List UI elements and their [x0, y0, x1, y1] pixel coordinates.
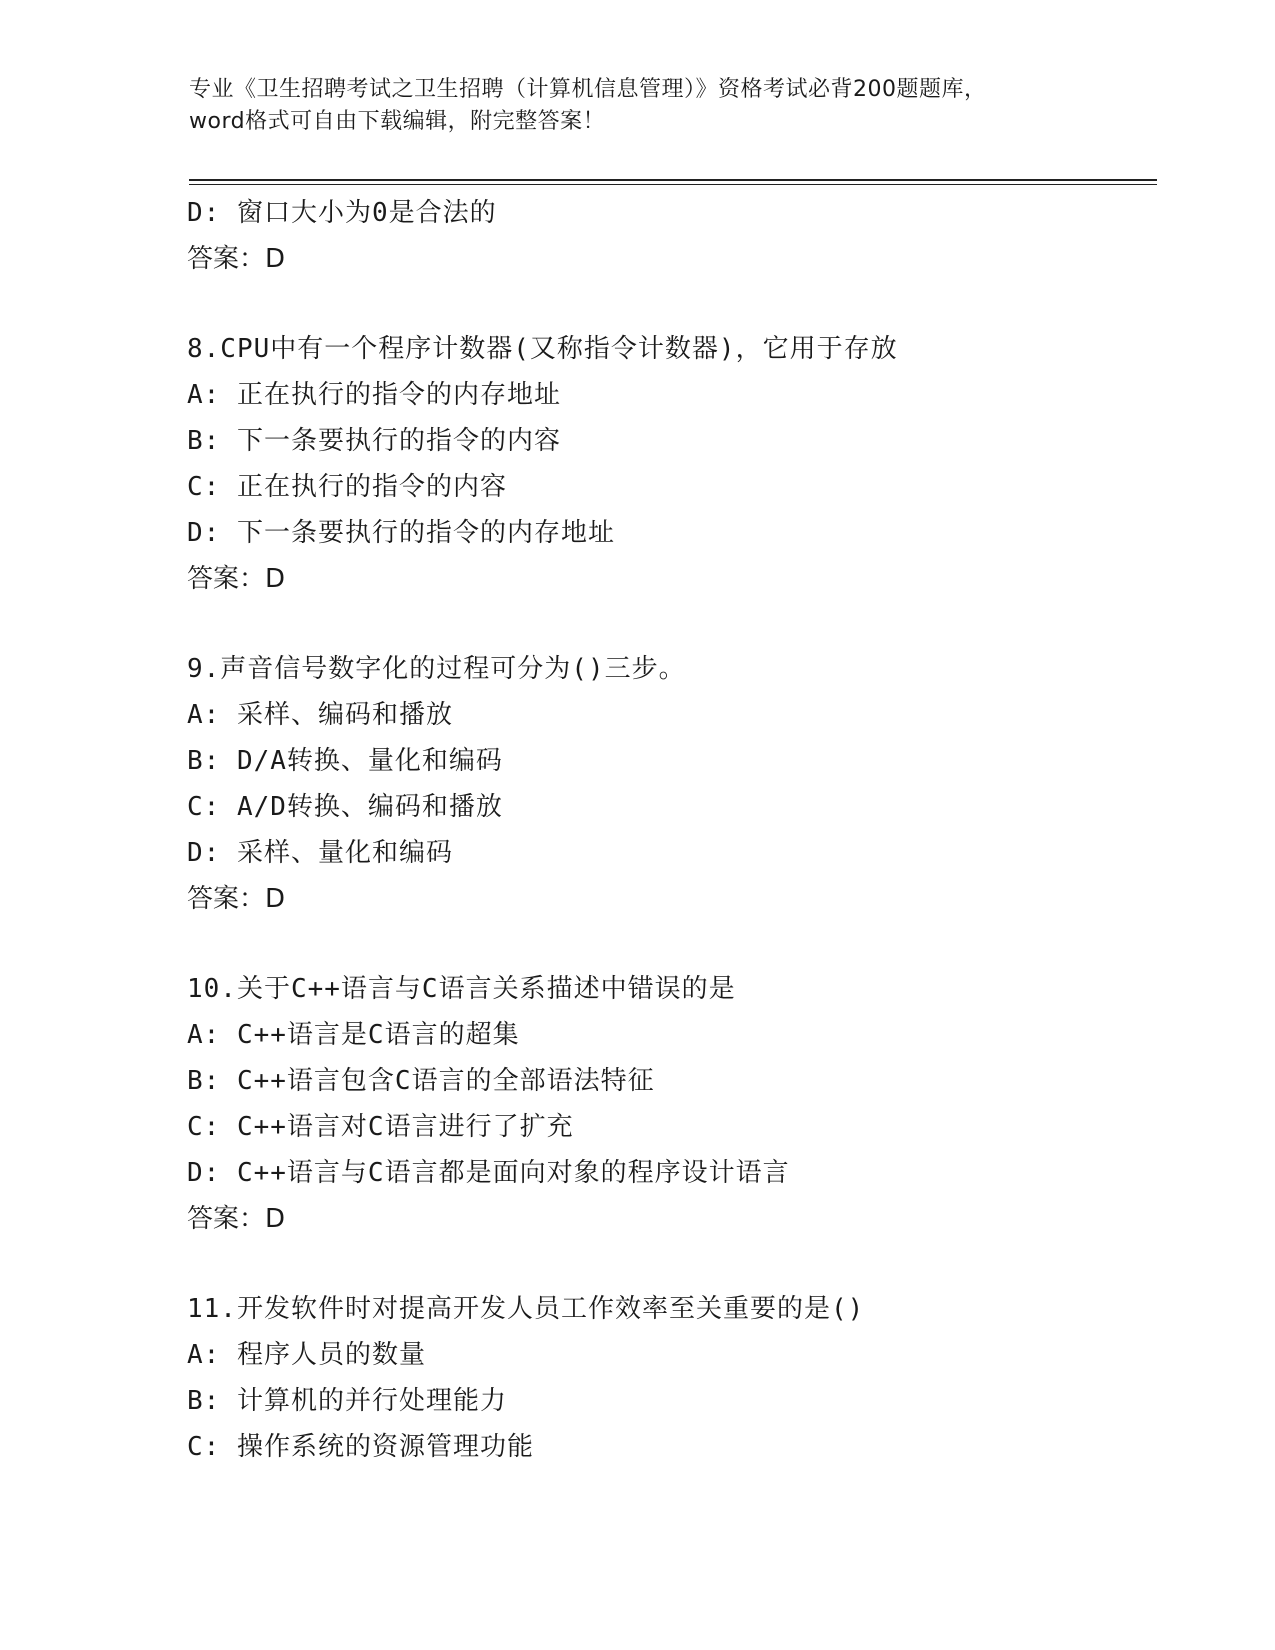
option-b: B: D/A转换、量化和编码	[187, 746, 503, 776]
question-8	[187, 326, 1167, 602]
question-stem: 9.声音信号数字化的过程可分为()三步。	[187, 654, 686, 684]
question-spacer	[187, 282, 1167, 326]
option-c: C: C++语言对C语言进行了扩充	[187, 1112, 574, 1142]
answer-line: 答案：D	[187, 1204, 286, 1234]
option-c: C: A/D转换、编码和播放	[187, 792, 503, 822]
header-line-1: 专业《卫生招聘考试之卫生招聘（计算机信息管理）》资格考试必背200题题库，	[189, 77, 987, 102]
question-list	[187, 190, 1167, 1470]
question-spacer	[187, 1242, 1167, 1286]
option-a: A: 正在执行的指令的内存地址	[187, 380, 561, 410]
option-b: B: 下一条要执行的指令的内容	[187, 426, 561, 456]
question-spacer	[187, 602, 1167, 646]
option-b: B: 计算机的并行处理能力	[187, 1386, 507, 1416]
header-divider-thick	[189, 179, 1157, 181]
option-c: C: 正在执行的指令的内容	[187, 472, 507, 502]
option-d: D: 下一条要执行的指令的内存地址	[187, 518, 615, 548]
question-9	[187, 646, 1167, 922]
question-stem: 11.开发软件时对提高开发人员工作效率至关重要的是()	[187, 1294, 865, 1324]
question-stem: 10.关于C++语言与C语言关系描述中错误的是	[187, 974, 736, 1004]
option-a: A: C++语言是C语言的超集	[187, 1020, 520, 1050]
option-b: B: C++语言包含C语言的全部语法特征	[187, 1066, 655, 1096]
question-7-tail	[187, 190, 1167, 282]
option-a: A: 程序人员的数量	[187, 1340, 426, 1370]
document-header	[189, 74, 1089, 138]
question-11	[187, 1286, 1167, 1470]
question-stem: 8.CPU中有一个程序计数器(又称指令计数器)，它用于存放	[187, 334, 898, 364]
option-a: A: 采样、编码和播放	[187, 700, 453, 730]
option-d: D: C++语言与C语言都是面向对象的程序设计语言	[187, 1158, 790, 1188]
option-d: D: 采样、量化和编码	[187, 838, 453, 868]
option-d: D: 窗口大小为0是合法的	[187, 198, 497, 228]
answer-line: 答案：D	[187, 884, 286, 914]
question-spacer	[187, 922, 1167, 966]
question-10	[187, 966, 1167, 1242]
option-c: C: 操作系统的资源管理功能	[187, 1432, 534, 1462]
header-line-2: word格式可自由下载编辑，附完整答案！	[189, 109, 606, 134]
answer-line: 答案：D	[187, 244, 286, 274]
header-divider-thin	[189, 184, 1157, 185]
answer-line: 答案：D	[187, 564, 286, 594]
